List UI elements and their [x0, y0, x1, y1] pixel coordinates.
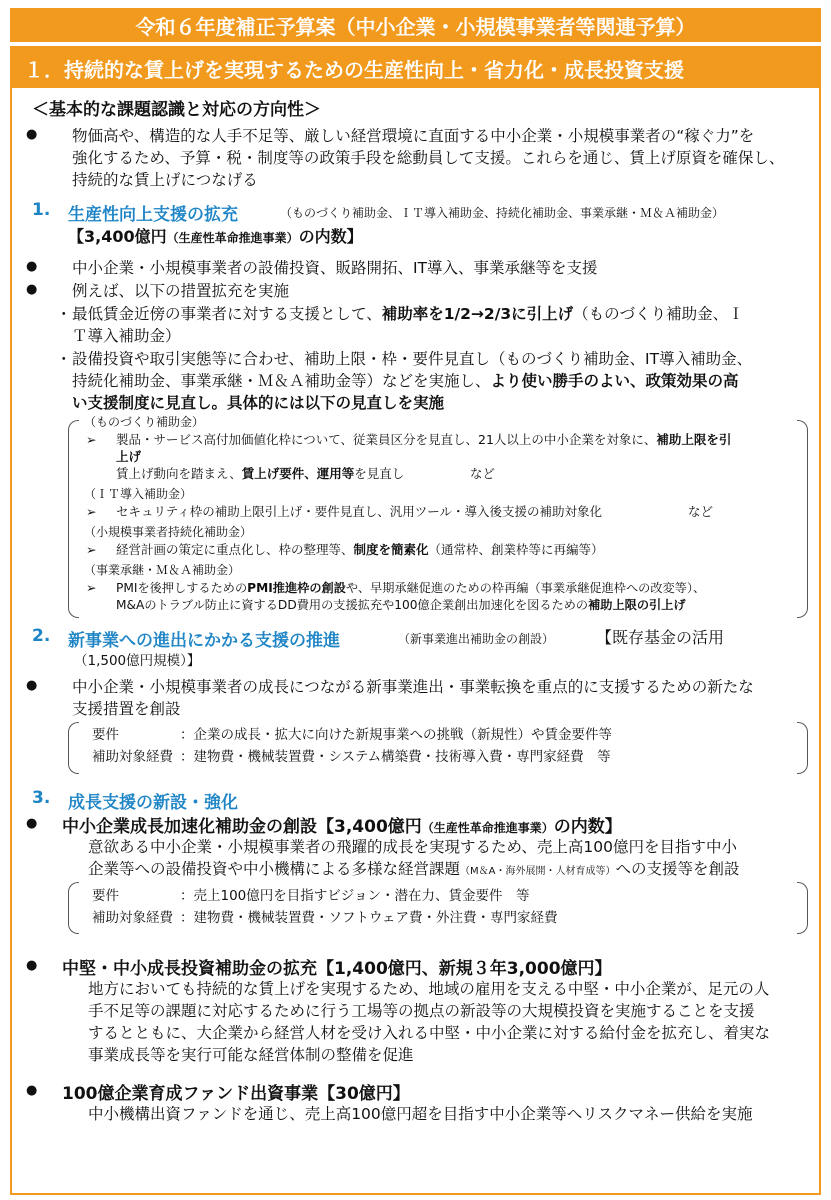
sec3-item2-heading: 中堅・中小成長投資補助金の拡充【1,400億円、新規３年3,000億円】: [62, 959, 612, 979]
sec1-s2d: い支援制度に見直し。具体的には以下の見直しを実施: [72, 394, 445, 412]
g1-line1: 製品・サービス高付加価値化枠について、従業員区分を見直し、21人以上の中小企業を対象に、補助上限を引: [116, 432, 732, 447]
bullet-icon: ●: [26, 127, 38, 142]
sec3-bracket-right: [797, 882, 808, 934]
sec2-r2-value: ：建物費・機械装置費・システム構築費・技術導入費・専門家経費 等: [180, 749, 611, 765]
g2-line1: セキュリティ枠の補助上限引上げ・要件見直し、汎用ツール・導入後支援の補助対象化: [116, 504, 603, 519]
sec1-s2b: 持続化補助金、事業承継・Ｍ＆Ａ補助金等）などを実施し、より使い勝手のよい、政策効果の高: [72, 372, 739, 390]
basic-line2: 強化するため、予算・税・制度等の政策手段を総動員して支援。これらを通じ、賃上げ原資を確保し、: [72, 149, 785, 167]
sec2-note: （新事業進出補助金の創設）: [398, 632, 555, 646]
sec3-item2-desc4: 事業成長等を実行可能な経営体制の整備を促進: [88, 1046, 414, 1064]
sec3-r2-key: 補助対象経費: [92, 910, 173, 926]
sec1-note: （ものづくり補助金、ＩＴ導入補助金、持続化補助金、事業承継・Ｍ＆Ａ補助金）: [280, 206, 725, 220]
sec2-r1-key: 要件: [92, 727, 119, 743]
bullet-icon: ●: [26, 282, 38, 297]
sec2-r2-key: 補助対象経費: [92, 749, 173, 765]
bullet-icon: ●: [26, 816, 38, 831]
bullet-icon: ●: [26, 1083, 38, 1098]
sec2-r1-value: ：企業の成長・拡大に向けた新規事業への挑戦（新規性）や賃金要件等: [180, 727, 612, 743]
basic-line3: 持続的な賃上げにつなげる: [72, 171, 258, 189]
sec2-number: 2.: [32, 626, 51, 646]
sec1-number: 1.: [32, 200, 51, 220]
g4-label: （事業承継・Ｍ＆Ａ補助金）: [84, 563, 241, 577]
section-title-bar: １．持続的な賃上げを実現するための生産性向上・省力化・成長投資支援: [12, 48, 819, 88]
sec3-item3-desc: 中小機構出資ファンドを通じ、売上高100億円超を目指す中小企業等へリスクマネー供給を実施: [88, 1105, 753, 1123]
small-bullet-icon: ・: [56, 305, 72, 323]
sec3-item3-heading: 100億企業育成ファンド出資事業【30億円】: [62, 1084, 410, 1104]
sec2-budget-b: （1,500億円規模）】: [74, 653, 201, 669]
g2-nado: など: [688, 504, 714, 519]
arrow-icon: ➢: [86, 504, 97, 519]
sec1-budget-a: 【3,400億円: [68, 227, 167, 246]
sec1-budget-b: （生産性革命推進事業）: [166, 231, 299, 245]
g1-nado: など: [470, 466, 496, 481]
details-bracket-right: [797, 420, 808, 618]
basic-line1: 物価高や、構造的な人手不足等、厳しい経営環境に直面する中小企業・小規模事業者の“稼ぐ力”を: [72, 127, 755, 145]
sec1-budget: [68, 224, 363, 247]
sec1-s1: 最低賃金近傍の事業者に対する支援として、補助率を1/2→2/3に引上げ（ものづくり補助金、Ｉ: [72, 305, 744, 323]
sec3-number: 3.: [32, 788, 51, 808]
bullet-icon: ●: [26, 958, 38, 973]
sec1-b2: 例えば、以下の措置拡充を実施: [72, 282, 290, 300]
g1-line3: 賃上げ動向を踏まえ、賃上げ要件、運用等を見直し: [116, 466, 405, 481]
sec2-b1: 中小企業・小規模事業者の成長につながる新事業進出・事業転換を重点的に支援するための新たな: [72, 678, 754, 696]
sec3-r1-key: 要件: [92, 888, 119, 904]
g3-line1: 経営計画の策定に重点化し、枠の整理等、制度を簡素化（通常枠、創業枠等に再編等）: [116, 542, 604, 557]
sec1-s1d: Ｔ導入補助金）: [72, 327, 181, 345]
bullet-icon: ●: [26, 678, 38, 693]
sec3-item2-desc3: するとともに、大企業から経営人材を受け入れる中堅・中小企業に対する給付金を拡充し、着実な: [88, 1024, 771, 1042]
basic-heading: ＜基本的な課題認識と対応の方向性＞: [32, 100, 321, 120]
sec2-bracket-right: [797, 722, 808, 774]
sec3-item1-desc1: 意欲ある中小企業・小規模事業者の飛躍的成長を実現するため、売上高100億円を目指す中小: [88, 838, 737, 856]
sec3-item1-desc2: 企業等への設備投資や中小機構による多様な経営課題（M＆A・海外展開・人材育成等）への支援等を創設: [88, 860, 740, 878]
sec1-title: 生産性向上支援の拡充: [68, 205, 238, 225]
sec2-budget-a: 【既存基金の活用: [596, 628, 725, 647]
sec3-r2-value: ：建物費・機械装置費・ソフトウェア費・外注費・専門家経費: [180, 910, 558, 926]
sec1-budget-c: の内数】: [298, 227, 363, 246]
sec2-bracket-left: [68, 722, 79, 774]
page-title: 令和６年度補正予算案（中小企業・小規模事業者等関連予算）: [10, 8, 821, 42]
sec1-s2a: 設備投資や取引実態等に合わせ、補助上限・枠・要件見直し（ものづくり補助金、IT導入補助金、: [72, 350, 753, 368]
sec3-bracket-left: [68, 882, 79, 934]
main-frame: [10, 46, 821, 1195]
sec3-item2-desc1: 地方においても持続的な賃上げを実現するため、地域の雇用を支える中堅・中小企業が、足元の人: [88, 980, 770, 998]
bullet-icon: ●: [26, 259, 38, 274]
sec3-item2-desc2: 手不足等の課題に対応するために行う工場等の拠点の新設等の大規模投資を実施することを支援: [88, 1002, 755, 1020]
small-bullet-icon: ・: [56, 350, 72, 368]
g4-line2: M&Aのトラブル防止に資するDD費用の支援拡充や100億企業創出加速化を図るための補助上限の引上げ: [116, 598, 686, 612]
g2-label: （ＩＴ導入補助金）: [84, 487, 193, 501]
arrow-icon: ➢: [86, 580, 97, 595]
details-bracket-left: [68, 420, 79, 618]
sec3-title: 成長支援の新設・強化: [68, 793, 238, 813]
g3-label: （小規模事業者持続化補助金）: [84, 525, 253, 539]
arrow-icon: ➢: [86, 542, 97, 557]
g1-label: （ものづくり補助金）: [84, 415, 205, 429]
arrow-icon: ➢: [86, 432, 97, 447]
sec3-r1-value: ：売上100億円を目指すビジョン・潜在力、賃金要件 等: [180, 888, 530, 904]
g4-line1: PMIを後押しするためのPMI推進枠の創設や、早期承継促進のための枠再編（事業承継促進枠への改変等）、: [116, 581, 706, 595]
sec2-b2: 支援措置を創設: [72, 700, 181, 718]
sec2-title: 新事業への進出にかかる支援の推進: [68, 631, 340, 651]
content: [12, 48, 819, 1193]
sec3-item1-heading: 中小企業成長加速化補助金の創設【3,400億円（生産性革命推進事業）の内数】: [62, 817, 622, 837]
sec1-b1: 中小企業・小規模事業者の設備投資、販路開拓、IT導入、事業承継等を支援: [72, 259, 598, 277]
g1-line2: 上げ: [116, 449, 142, 464]
